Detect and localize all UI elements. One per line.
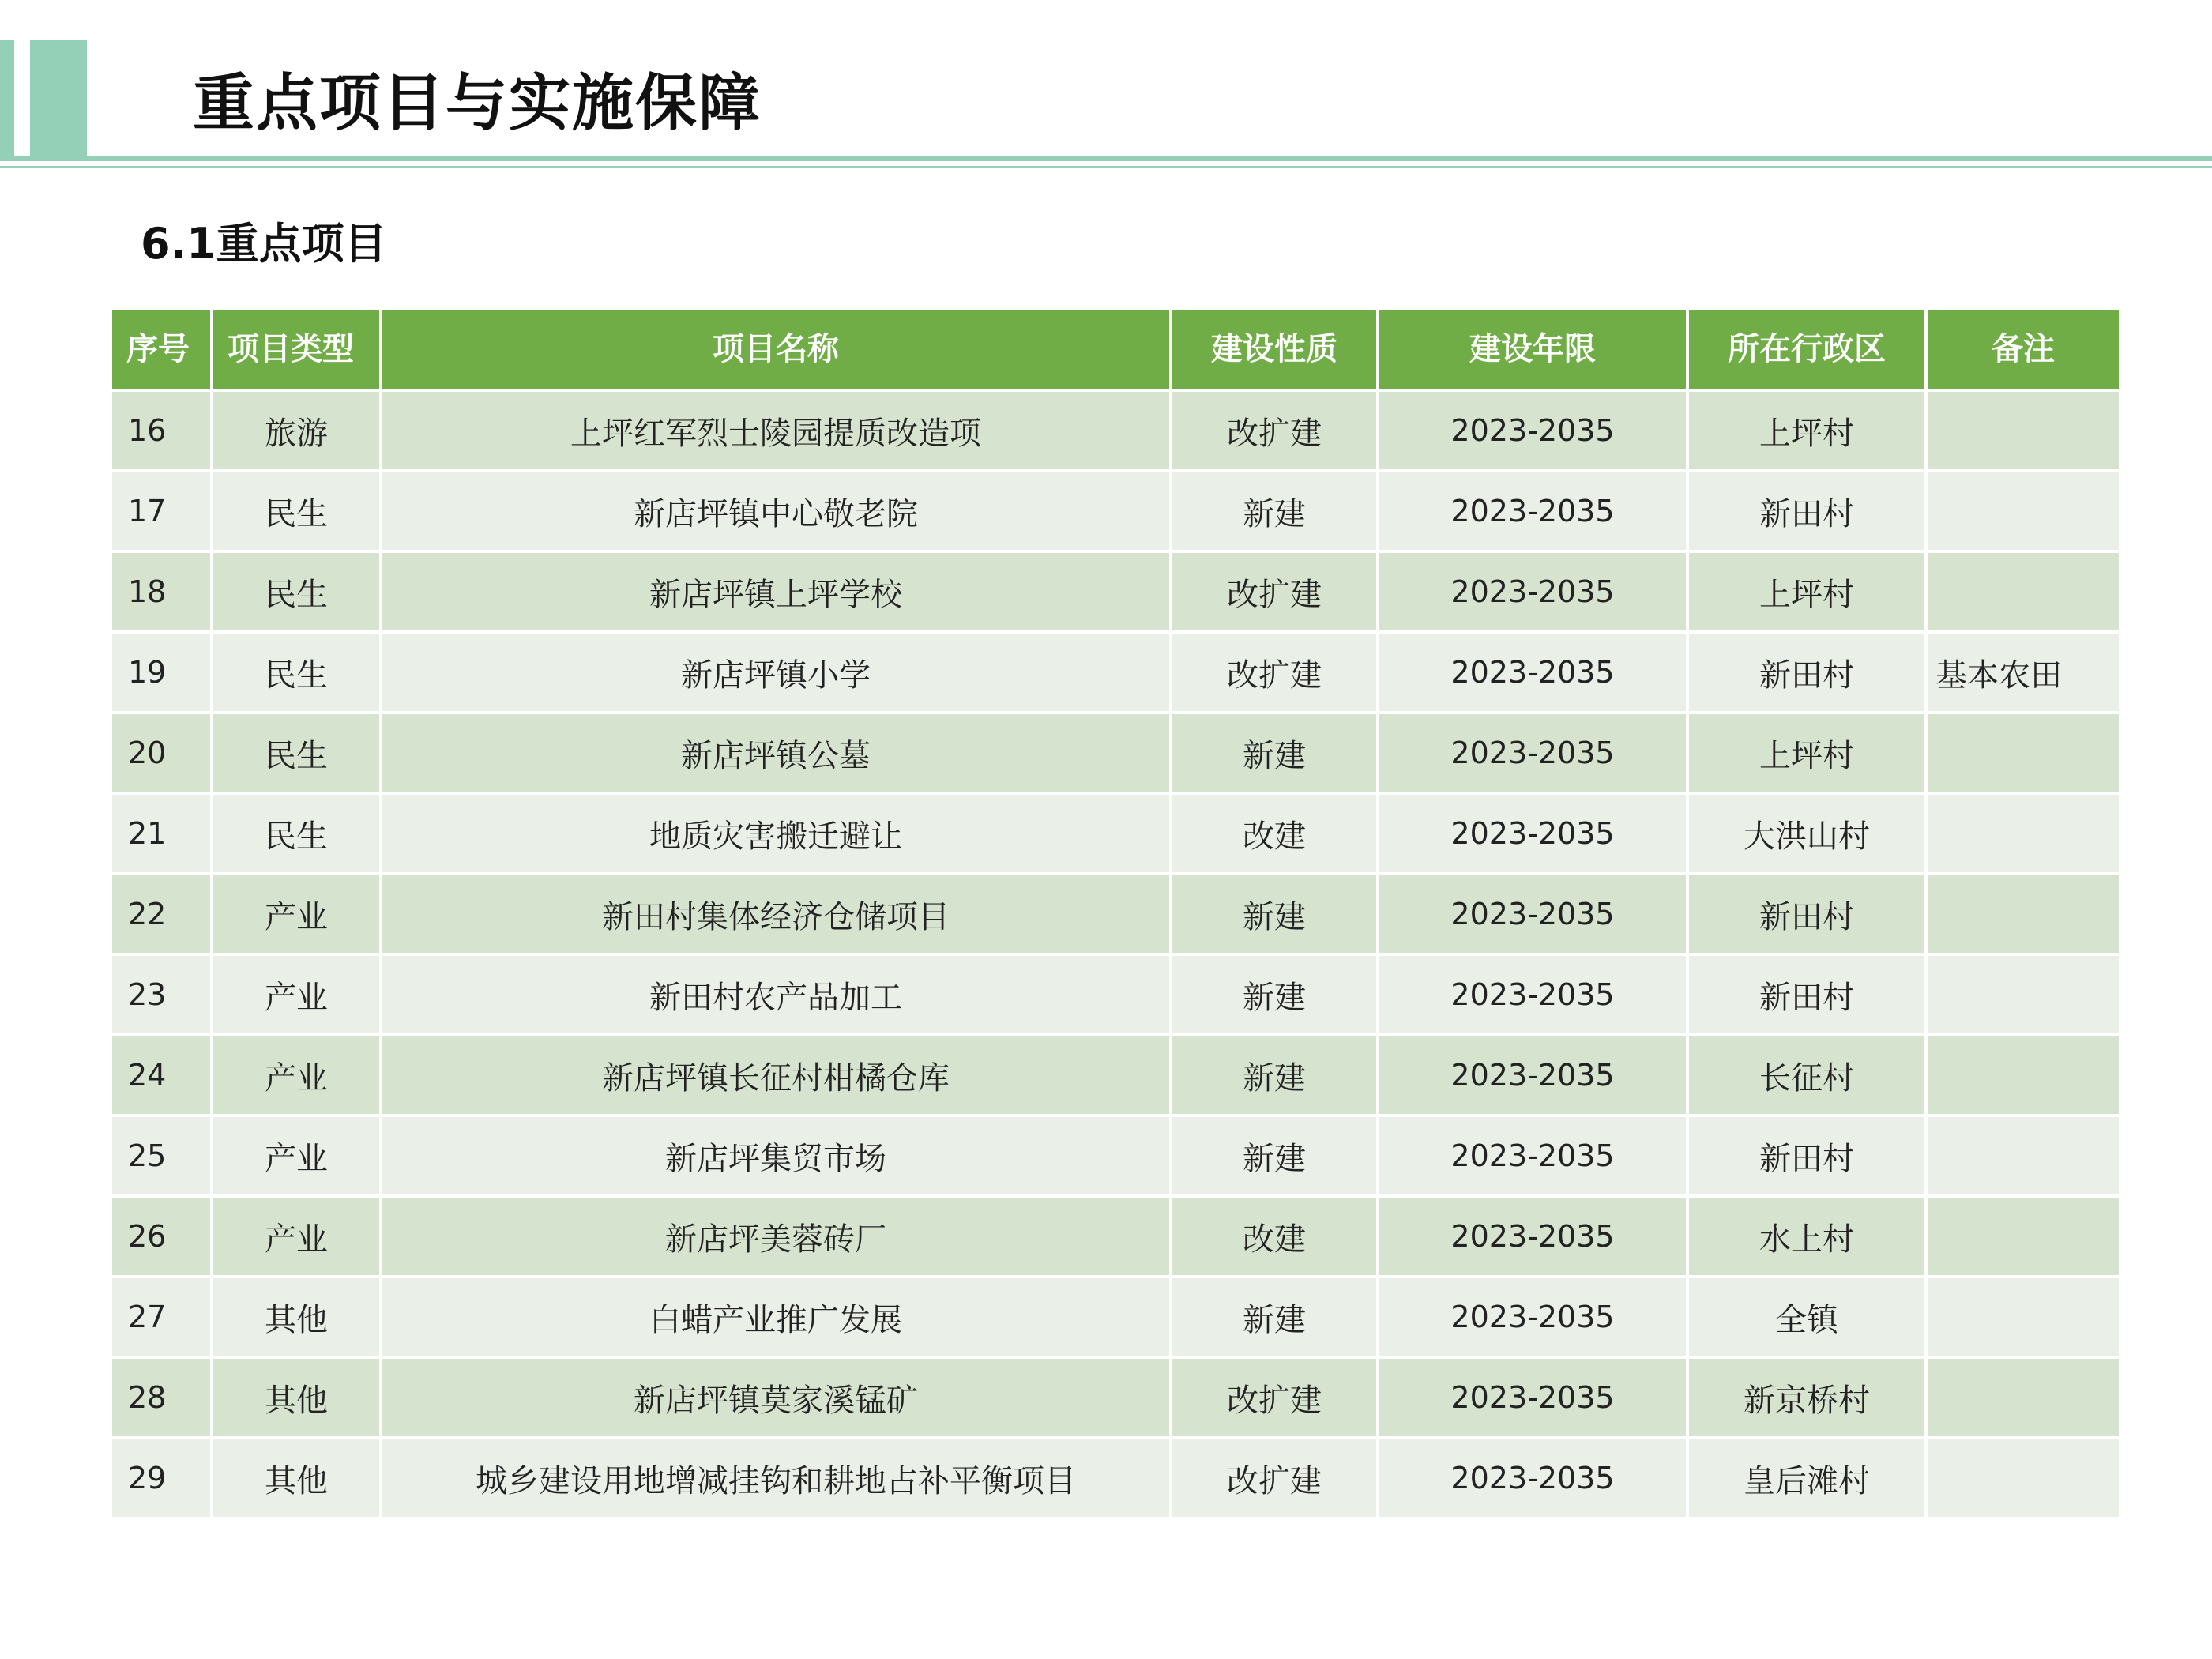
cell-project-name: 新店坪集贸市场 — [381, 1115, 1171, 1196]
header-divider-thick — [0, 156, 2212, 161]
table-row — [111, 551, 2120, 632]
cell-years: 2023-2035 — [1378, 632, 1687, 713]
cell-note — [1926, 551, 2120, 632]
table-row — [111, 1196, 2120, 1277]
cell-no: 22 — [111, 874, 212, 954]
cell-years: 2023-2035 — [1378, 1357, 1687, 1438]
cell-years: 2023-2035 — [1378, 874, 1687, 954]
cell-project-name: 新店坪美蓉砖厂 — [381, 1196, 1171, 1277]
cell-project-name: 白蜡产业推广发展 — [381, 1277, 1171, 1357]
cell-type: 民生 — [212, 793, 381, 874]
cell-type: 其他 — [212, 1277, 381, 1357]
cell-district: 新京桥村 — [1687, 1357, 1926, 1438]
cell-type: 民生 — [212, 551, 381, 632]
cell-note — [1926, 1035, 2120, 1115]
table-row — [111, 1357, 2120, 1438]
cell-no: 19 — [111, 632, 212, 713]
cell-district: 新田村 — [1687, 874, 1926, 954]
cell-years: 2023-2035 — [1378, 1438, 1687, 1518]
cell-nature: 新建 — [1171, 1115, 1378, 1196]
cell-project-name: 新店坪镇莫家溪锰矿 — [381, 1357, 1171, 1438]
cell-years: 2023-2035 — [1378, 1277, 1687, 1357]
column-header-nature: 建设性质 — [1171, 308, 1378, 390]
table-row — [111, 874, 2120, 954]
cell-note: 基本农田 — [1926, 632, 2120, 713]
column-header-no: 序号 — [111, 308, 212, 390]
cell-nature: 新建 — [1171, 954, 1378, 1035]
cell-type: 其他 — [212, 1438, 381, 1518]
cell-years: 2023-2035 — [1378, 1115, 1687, 1196]
table-row — [111, 390, 2120, 471]
cell-nature: 新建 — [1171, 1277, 1378, 1357]
cell-years: 2023-2035 — [1378, 793, 1687, 874]
cell-type: 产业 — [212, 1115, 381, 1196]
cell-no: 26 — [111, 1196, 212, 1277]
table-body — [111, 390, 2120, 1518]
cell-project-name: 城乡建设用地增减挂钩和耕地占补平衡项目 — [381, 1438, 1171, 1518]
cell-nature: 新建 — [1171, 874, 1378, 954]
table-row — [111, 632, 2120, 713]
cell-district: 新田村 — [1687, 954, 1926, 1035]
cell-type: 民生 — [212, 632, 381, 713]
cell-type: 民生 — [212, 471, 381, 551]
cell-no: 27 — [111, 1277, 212, 1357]
cell-type: 产业 — [212, 1035, 381, 1115]
cell-nature: 改扩建 — [1171, 551, 1378, 632]
table-row — [111, 954, 2120, 1035]
cell-type: 产业 — [212, 954, 381, 1035]
cell-no: 17 — [111, 471, 212, 551]
cell-nature: 新建 — [1171, 471, 1378, 551]
table-row — [111, 1438, 2120, 1518]
cell-note — [1926, 390, 2120, 471]
cell-years: 2023-2035 — [1378, 1035, 1687, 1115]
column-header-type: 项目类型 — [212, 308, 381, 390]
header-accent-bar-left — [0, 40, 14, 158]
cell-note — [1926, 471, 2120, 551]
cell-note — [1926, 1357, 2120, 1438]
cell-years: 2023-2035 — [1378, 954, 1687, 1035]
column-header-name: 项目名称 — [381, 308, 1171, 390]
table-header-row — [111, 308, 2120, 390]
cell-type: 旅游 — [212, 390, 381, 471]
column-header-note: 备注 — [1926, 308, 2120, 390]
cell-years: 2023-2035 — [1378, 390, 1687, 471]
cell-nature: 改扩建 — [1171, 1438, 1378, 1518]
cell-project-name: 新田村农产品加工 — [381, 954, 1171, 1035]
cell-years: 2023-2035 — [1378, 551, 1687, 632]
cell-project-name: 地质灾害搬迁避让 — [381, 793, 1171, 874]
cell-nature: 新建 — [1171, 713, 1378, 793]
cell-district: 长征村 — [1687, 1035, 1926, 1115]
cell-district: 上坪村 — [1687, 390, 1926, 471]
cell-project-name: 新田村集体经济仓储项目 — [381, 874, 1171, 954]
cell-nature: 改扩建 — [1171, 1357, 1378, 1438]
cell-district: 新田村 — [1687, 632, 1926, 713]
cell-type: 其他 — [212, 1357, 381, 1438]
cell-district: 上坪村 — [1687, 713, 1926, 793]
table-row — [111, 793, 2120, 874]
cell-district: 新田村 — [1687, 471, 1926, 551]
cell-no: 16 — [111, 390, 212, 471]
cell-project-name: 新店坪镇长征村柑橘仓库 — [381, 1035, 1171, 1115]
table-row — [111, 471, 2120, 551]
cell-no: 21 — [111, 793, 212, 874]
cell-nature: 改建 — [1171, 1196, 1378, 1277]
cell-note — [1926, 874, 2120, 954]
cell-note — [1926, 713, 2120, 793]
cell-district: 新田村 — [1687, 1115, 1926, 1196]
cell-no: 23 — [111, 954, 212, 1035]
cell-project-name: 新店坪镇公墓 — [381, 713, 1171, 793]
cell-type: 产业 — [212, 874, 381, 954]
table-row — [111, 1115, 2120, 1196]
cell-type: 产业 — [212, 1196, 381, 1277]
cell-no: 20 — [111, 713, 212, 793]
cell-nature: 改扩建 — [1171, 390, 1378, 471]
cell-nature: 新建 — [1171, 1035, 1378, 1115]
cell-note — [1926, 1196, 2120, 1277]
header-accent-bar-right — [30, 40, 87, 158]
cell-project-name: 上坪红军烈士陵园提质改造项 — [381, 390, 1171, 471]
table-row — [111, 713, 2120, 793]
cell-district: 大洪山村 — [1687, 793, 1926, 874]
cell-note — [1926, 1438, 2120, 1518]
column-header-district: 所在行政区 — [1687, 308, 1926, 390]
cell-note — [1926, 1115, 2120, 1196]
cell-no: 25 — [111, 1115, 212, 1196]
cell-no: 28 — [111, 1357, 212, 1438]
page-title: 重点项目与实施保障 — [193, 68, 762, 139]
cell-years: 2023-2035 — [1378, 713, 1687, 793]
cell-no: 29 — [111, 1438, 212, 1518]
cell-no: 24 — [111, 1035, 212, 1115]
cell-note — [1926, 954, 2120, 1035]
cell-years: 2023-2035 — [1378, 471, 1687, 551]
column-header-years: 建设年限 — [1378, 308, 1687, 390]
cell-district: 皇后滩村 — [1687, 1438, 1926, 1518]
cell-note — [1926, 1277, 2120, 1357]
cell-nature: 改建 — [1171, 793, 1378, 874]
key-projects-table — [109, 307, 2122, 1520]
cell-type: 民生 — [212, 713, 381, 793]
cell-project-name: 新店坪镇小学 — [381, 632, 1171, 713]
cell-project-name: 新店坪镇上坪学校 — [381, 551, 1171, 632]
cell-project-name: 新店坪镇中心敬老院 — [381, 471, 1171, 551]
cell-no: 18 — [111, 551, 212, 632]
cell-district: 水上村 — [1687, 1196, 1926, 1277]
cell-nature: 改扩建 — [1171, 632, 1378, 713]
table-row — [111, 1277, 2120, 1357]
section-title: 6.1重点项目 — [141, 219, 387, 269]
cell-years: 2023-2035 — [1378, 1196, 1687, 1277]
cell-district: 上坪村 — [1687, 551, 1926, 632]
table-row — [111, 1035, 2120, 1115]
cell-note — [1926, 793, 2120, 874]
cell-district: 全镇 — [1687, 1277, 1926, 1357]
header-divider-thin — [0, 166, 2212, 168]
